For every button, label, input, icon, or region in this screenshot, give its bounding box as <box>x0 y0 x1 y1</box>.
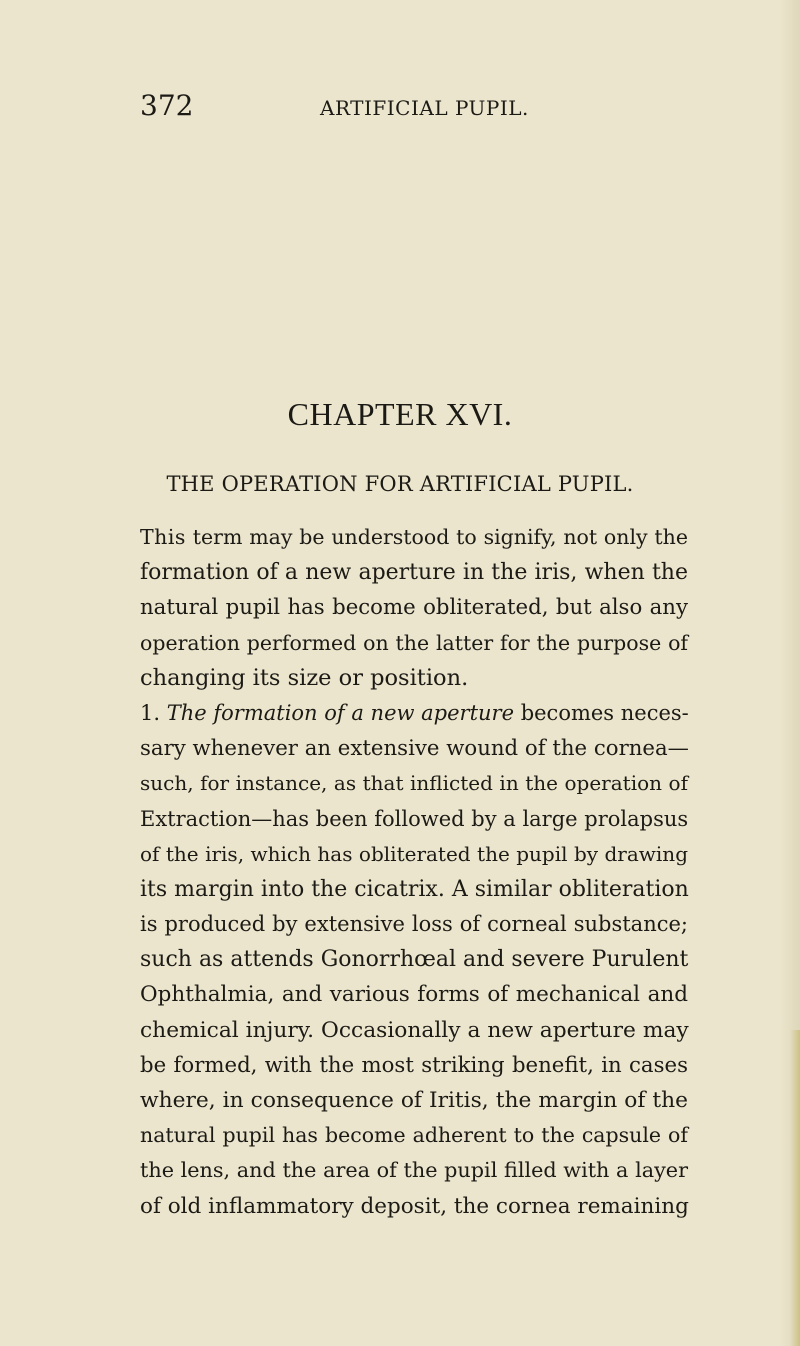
text-line: of old inflammatory deposit, the cornea remaining <box>140 1193 689 1219</box>
text-line: Ophthalmia, and various forms of mechanical and <box>140 982 688 1008</box>
opening-word: This <box>140 525 186 549</box>
text-line: is produced by extensive loss of corneal substance; <box>140 912 688 937</box>
text-line: the lens, and the area of the pupil filled with a layer <box>140 1158 688 1183</box>
text-line: where, in consequence of Iritis, the margin of the <box>140 1088 688 1113</box>
text-line: changing its size or position. <box>140 664 469 691</box>
page-number: 372 <box>140 89 194 122</box>
text-line: sary whenever an extensive wound of the cornea— <box>140 736 689 762</box>
running-head: ARTIFICIAL PUPIL. <box>320 96 529 120</box>
text-line: be formed, with the most striking benefit, in cases <box>140 1052 688 1078</box>
text-line: chemical injury. Occasionally a new aperture may <box>140 1017 689 1043</box>
text-line: 1. The formation of a new aperture becomes neces- <box>140 700 689 725</box>
text-line: its margin into the cicatrix. A similar obliteration <box>140 876 689 902</box>
section-title: THE OPERATION FOR ARTIFICIAL PUPIL. <box>166 472 634 496</box>
text-line: such, for instance, as that inflicted in the operation of <box>140 771 688 796</box>
text-line: Extraction—has been followed by a large prolapsus <box>140 806 689 831</box>
italic-phrase: The formation of a new aperture <box>166 700 515 725</box>
text-line: of the iris, which has obliterated the pupil by drawing <box>140 841 688 866</box>
text-line: This term may be understood to signify, not only the <box>140 525 688 549</box>
text-line: formation of a new aperture in the iris, when the <box>140 560 688 586</box>
page-header <box>0 89 800 132</box>
text-line: natural pupil has become adherent to the capsule of <box>140 1123 688 1148</box>
chapter-title: CHAPTER XVI. <box>287 396 513 432</box>
page-edge-stain <box>790 1030 800 1346</box>
text-line: such as attends Gonorrhœal and severe Purulent <box>140 947 689 973</box>
body-text <box>140 520 688 1224</box>
paragraph-number: 1. <box>140 700 161 725</box>
text-line: operation performed on the latter for the purpose of <box>140 630 688 655</box>
text-line: natural pupil has become obliterated, but also any <box>140 595 688 621</box>
